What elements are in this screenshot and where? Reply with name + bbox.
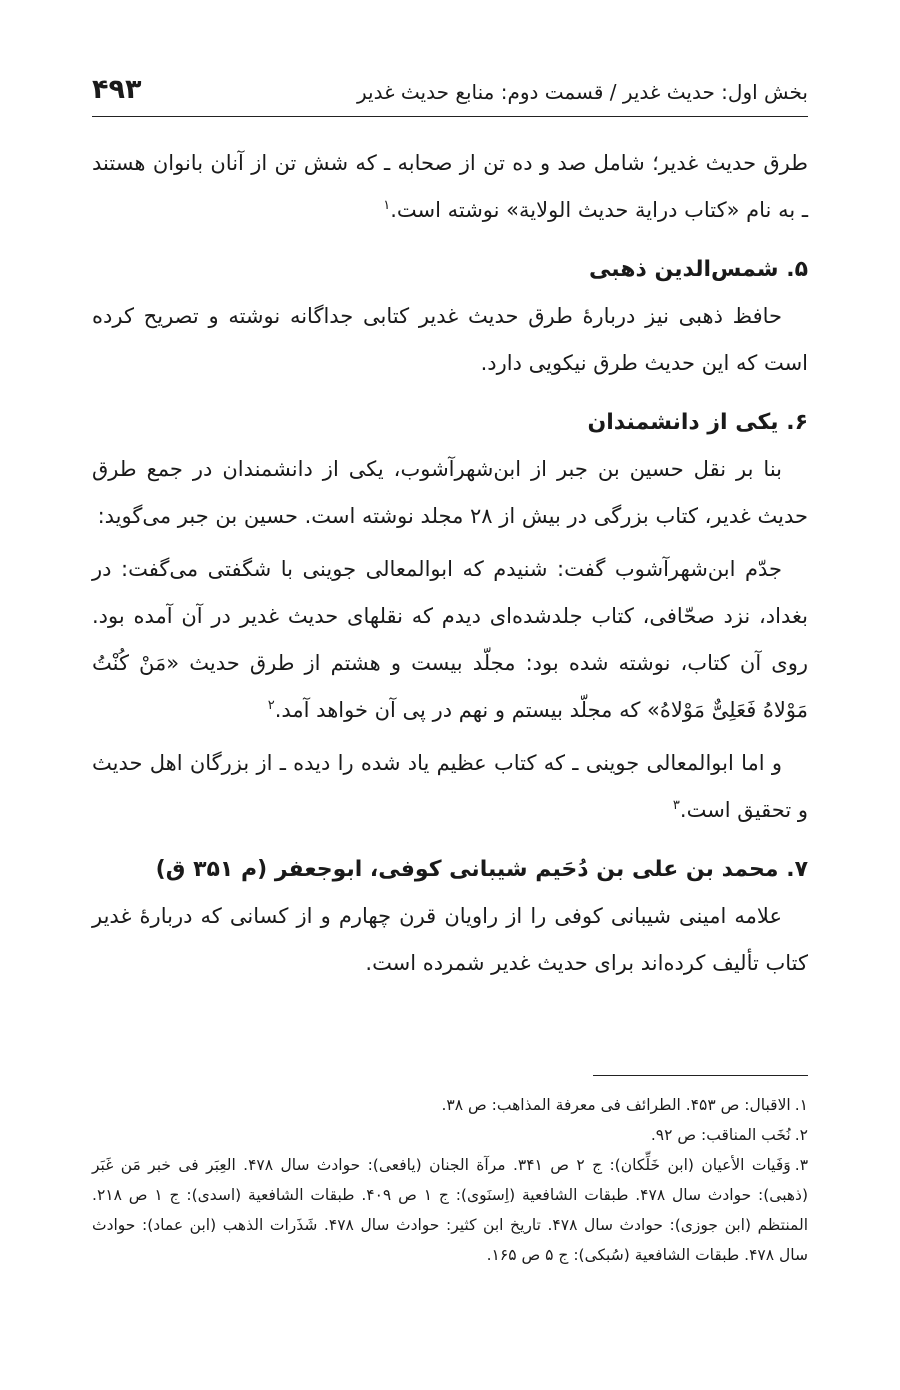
footnote-ref-2: ۲ <box>267 698 275 713</box>
footnotes <box>92 1075 808 1270</box>
footnote-2 <box>92 1120 808 1150</box>
footnote-ref-1: ۱ <box>383 198 391 213</box>
section-5-heading: ۵. شمس‌الدین ذهبی <box>589 257 808 282</box>
section-6-heading: ۶. یکی از دانشمندان <box>587 410 808 435</box>
section-6-paragraph-2 <box>92 740 808 834</box>
intro-paragraph <box>92 140 808 234</box>
section-7-paragraph: علامه امینی شیبانی کوفی را از راویان قرن چهارم و از کسانی که دربارهٔ غدیر کتاب تألیف کرده‌اند برای حدیث غدیر شمرده است. <box>92 904 808 975</box>
section-5-paragraph: حافظ ذهبی نیز دربارهٔ طرق حدیث غدیر کتابی جداگانه نوشته و تصریح کرده است که این حدیث طرق نیکویی دارد. <box>92 304 808 375</box>
section-7-heading: ۷. محمد بن علی بن دُحَیم شیبانی کوفی، ابوجعفر (م ۳۵۱ ق) <box>155 857 808 882</box>
page-number: ۴۹۳ <box>92 74 142 105</box>
page-header <box>92 74 808 117</box>
page-body <box>92 140 808 987</box>
footnote-number: ۱. <box>794 1096 808 1114</box>
footnote-1 <box>92 1090 808 1120</box>
footnote-divider <box>593 1075 808 1076</box>
section-6-quote <box>92 546 808 734</box>
section-6-paragraph: بنا بر نقل حسین بن جبر از ابن‌شهرآشوب، یکی از دانشمندان در جمع طرق حدیث غدیر، کتاب بزرگی در بیش از ۲۸ مجلد نوشته است. حسین بن جبر می‌گوید: <box>92 457 808 528</box>
footnote-ref-3: ۳ <box>672 798 680 813</box>
footnote-3 <box>92 1150 808 1270</box>
intro-text: طرق حدیث غدیر؛ شامل صد و ده تن از صحابه ـ که شش تن از آنان بانوان هستند ـ به نام «کتاب درایة حدیث الولایة» نوشته است. <box>92 151 808 222</box>
footnote-number: ۲. <box>794 1126 808 1144</box>
footnote-text: نُخَب المناقب: ص ۹۲. <box>650 1126 791 1144</box>
footnote-text: الاقبال: ص ۴۵۳. الطرائف فی معرفة المذاهب: ص ۳۸. <box>441 1096 791 1114</box>
footnote-text: وَفَیات الأعیان (ابن خَلِّکان): ج ۲ ص ۳۴۱. مرآة الجنان (یافعی): حوادث سال ۴۷۸. العِبَر فی خبر مَن غَبَر (ذهبی): حوادث سال ۴۷۸. طبقات الشافعیة (اِسنَوی): ج ۱ ص ۴۰۹. طبقات الشافعیة (اسدی): ج ۱ ص ۲۱۸. المنتظم (ابن جوزی): حوادث سال ۴۷۸. تاریخ ابن کثیر: حوادث سال ۴۷۸. شَذَرات الذهب (ابن عماد): حوادث سال ۴۷۸. طبقات الشافعیة (سُبکی): ج ۵ ص ۱۶۵. <box>92 1156 809 1264</box>
book-page <box>92 0 808 1390</box>
footnote-number: ۳. <box>794 1156 809 1174</box>
running-title: بخش اول: حدیث غدیر / قسمت دوم: منابع حدیث غدیر <box>356 80 808 104</box>
section-6-paragraph-2-text: و اما ابوالمعالی جوینی ـ که کتاب عظیم یاد شده را دیده ـ از بزرگان اهل حدیث و تحقیق است. <box>92 751 808 822</box>
quote-text: جدّم ابن‌شهرآشوب گفت: شنیدم که ابوالمعالی جوینی با شگفتی می‌گفت: در بغداد، نزد صحّافی، کتاب جلدشده‌ای دیدم که نقلهای حدیث غدیر در آن آمده بود. روی آن کتاب، نوشته شده بود: مجلّد بیست و هشتم از طرق حدیث «مَنْ کُنْتُ مَوْلاهُ فَعَلِیٌّ مَوْلاهُ» که مجلّد بیستم و نهم در پی آن خواهد آمد. <box>92 557 808 722</box>
